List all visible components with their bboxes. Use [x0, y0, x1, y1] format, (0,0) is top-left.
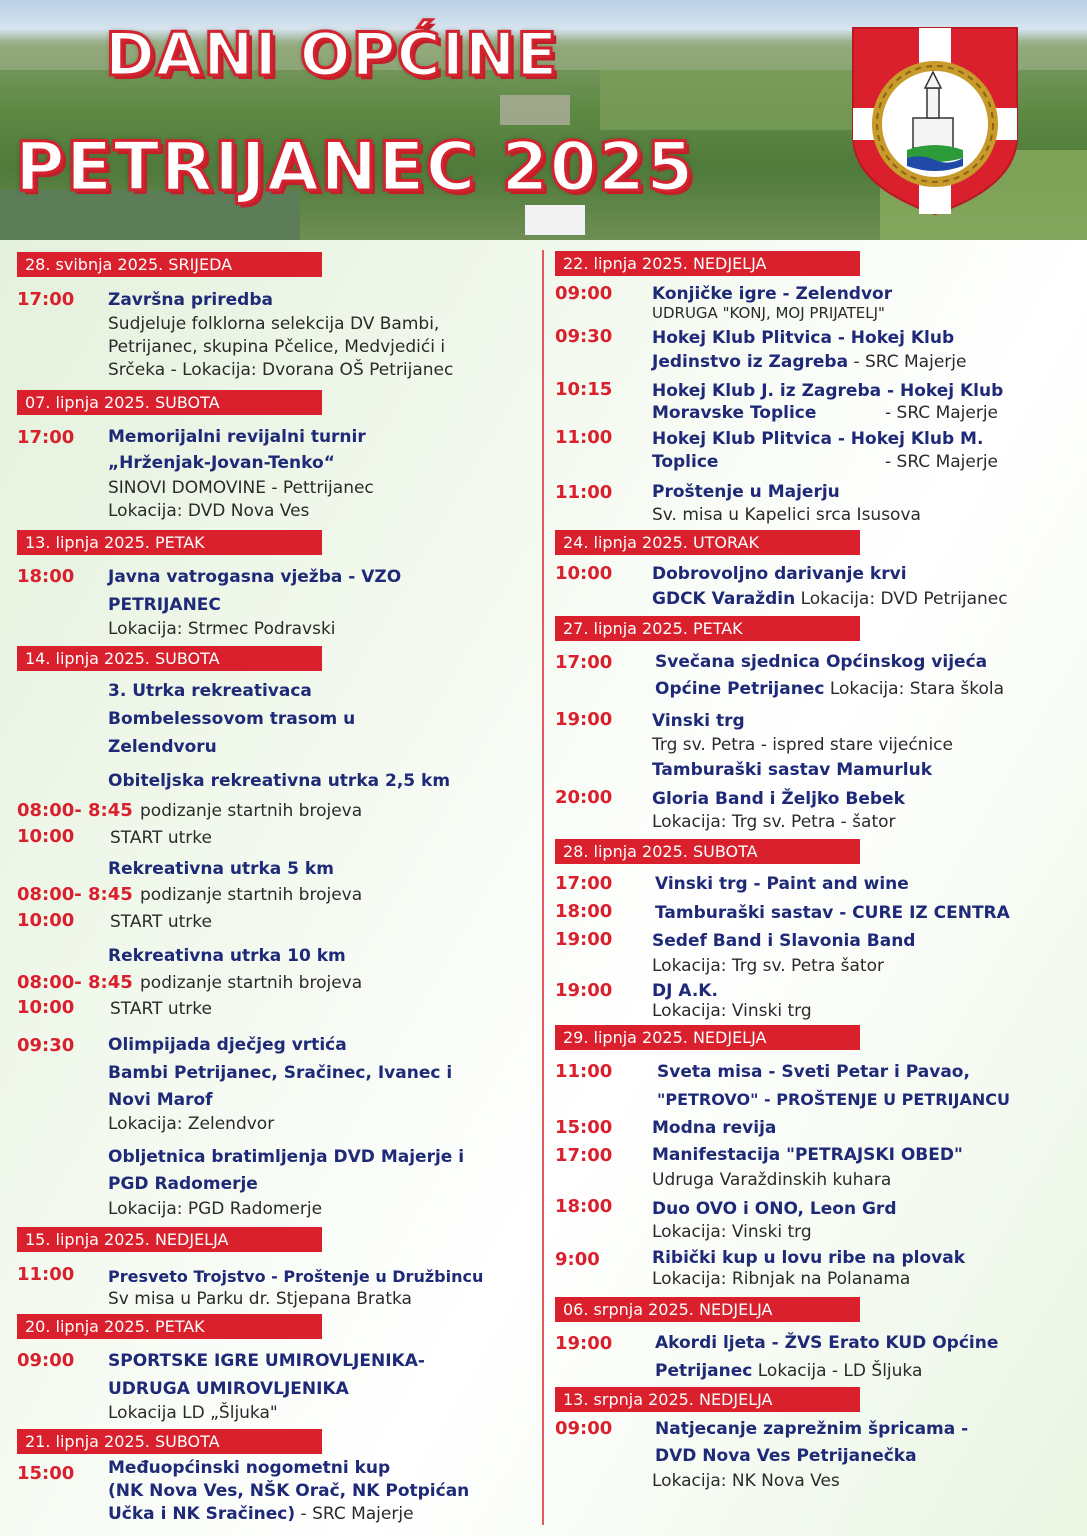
event-time: 09:00: [555, 283, 613, 304]
event-time: 08:00- 8:45: [17, 800, 133, 821]
event-title: Svečana sjednica Općinskog vijeća: [655, 652, 988, 672]
event-title: Sedef Band i Slavonia Band: [652, 931, 916, 951]
date-header: 06. srpnja 2025. NEDJELJA: [555, 1297, 860, 1322]
event-detail: Lokacija: Ribnjak na Polanama: [652, 1269, 911, 1289]
event-time: 15:00: [17, 1463, 75, 1484]
event-time: 18:00: [17, 566, 75, 587]
event-title: PETRIJANEC: [108, 595, 221, 615]
date-header: 20. lipnja 2025. PETAK: [17, 1314, 322, 1339]
event-time: 10:00: [555, 563, 613, 584]
event-title: Akordi ljeta - ŽVS Erato KUD Općine: [655, 1333, 999, 1353]
event-detail: podizanje startnih brojeva: [140, 885, 363, 905]
event-time: 09:00: [17, 1350, 75, 1371]
event-detail: Lokacija: Vinski trg: [652, 1001, 812, 1021]
event-time: 11:00: [17, 1264, 75, 1285]
event-title: Zelendvoru: [108, 737, 217, 757]
event-time: 11:00: [555, 482, 613, 503]
title-line-1: DANI OPĆINE: [105, 20, 559, 90]
event-title: DVD Nova Ves Petrijanečka: [655, 1446, 917, 1466]
date-header: 24. lipnja 2025. UTORAK: [555, 530, 860, 555]
event-time: 08:00- 8:45: [17, 972, 133, 993]
event-title: Tamburaški sastav Mamurluk: [652, 760, 933, 780]
event-title: Rekreativna utrka 5 km: [108, 859, 334, 879]
event-title: Hokej Klub Plitvica - Hokej Klub: [652, 328, 955, 348]
event-title: Obljetnica bratimljenja DVD Majerje i: [108, 1147, 465, 1167]
event-title: Dobrovoljno darivanje krvi: [652, 564, 907, 584]
event-title: Hokej Klub J. iz Zagreba - Hokej Klub: [652, 381, 1004, 401]
event-title: Modna revija: [652, 1118, 777, 1138]
date-header: 28. svibnja 2025. SRIJEDA: [17, 252, 322, 277]
event-title: Novi Marof: [108, 1090, 213, 1110]
event-detail: UDRUGA "KONJ, MOJ PRIJATELJ": [652, 304, 885, 322]
event-detail: Petrijanec, skupina Pčelice, Medvjedići i: [108, 337, 446, 357]
event-title: Vinski trg: [652, 711, 745, 731]
date-header: 14. lipnja 2025. SUBOTA: [17, 646, 322, 671]
event-title: Konjičke igre - Zelendvor: [652, 284, 893, 304]
coat-of-arms-icon: [851, 26, 1019, 216]
event-title: 3. Utrka rekreativaca: [108, 681, 312, 701]
event-title: „Hrženjak-Jovan-Tenko“: [108, 453, 335, 473]
event-detail: START utrke: [110, 912, 212, 932]
event-title: Ribički kup u lovu ribe na plovak: [652, 1248, 966, 1268]
event-time: 9:00: [555, 1249, 600, 1270]
event-detail: Lokacija: NK Nova Ves: [652, 1471, 840, 1491]
event-time: 17:00: [555, 652, 613, 673]
event-detail: Sv. misa u Kapelici srca Isusova: [652, 505, 921, 525]
event-title: Hokej Klub Plitvica - Hokej Klub M.: [652, 429, 984, 449]
event-time: 17:00: [555, 873, 613, 894]
event-time: 10:00: [17, 910, 75, 931]
event-detail: Lokacija: Trg sv. Petra šator: [652, 956, 884, 976]
event-detail: Lokacija: Strmec Podravski: [108, 619, 336, 639]
event-time: 10:15: [555, 379, 613, 400]
event-title: Bombelessovom trasom u: [108, 709, 356, 729]
date-header: 27. lipnja 2025. PETAK: [555, 616, 860, 641]
event-title: SPORTSKE IGRE UMIROVLJENIKA-: [108, 1351, 425, 1371]
date-header: 15. lipnja 2025. NEDJELJA: [17, 1227, 322, 1252]
event-title: Bambi Petrijanec, Sračinec, Ivanec i: [108, 1063, 453, 1083]
event-time: 10:00: [17, 997, 75, 1018]
event-time: 19:00: [555, 929, 613, 950]
event-title: Gloria Band i Željko Bebek: [652, 789, 905, 809]
date-header: 07. lipnja 2025. SUBOTA: [17, 390, 322, 415]
date-header: 21. lipnja 2025. SUBOTA: [17, 1429, 322, 1454]
event-detail: Sv misa u Parku dr. Stjepana Bratka: [108, 1289, 412, 1309]
event-title: Duo OVO i ONO, Leon Grd: [652, 1199, 897, 1219]
event-detail: Sudjeluje folklorna selekcija DV Bambi,: [108, 314, 440, 334]
date-header: 13. lipnja 2025. PETAK: [17, 530, 322, 555]
event-title: Presveto Trojstvo - Proštenje u Družbincu: [108, 1267, 484, 1286]
event-detail: podizanje startnih brojeva: [140, 973, 363, 993]
event-time: 10:00: [17, 826, 75, 847]
event-time: 18:00: [555, 1196, 613, 1217]
event-title: Vinski trg - Paint and wine: [655, 874, 909, 894]
event-title: Rekreativna utrka 10 km: [108, 946, 346, 966]
date-header: 29. lipnja 2025. NEDJELJA: [555, 1025, 860, 1050]
date-header: 28. lipnja 2025. SUBOTA: [555, 839, 860, 864]
event-time: 11:00: [555, 427, 613, 448]
event-title: Petrijanec Lokacija - LD Šljuka: [655, 1361, 923, 1381]
event-detail: Srčeka - Lokacija: Dvorana OŠ Petrijanec: [108, 360, 454, 380]
event-title: DJ A.K.: [652, 981, 718, 1001]
event-detail: Lokacija: Zelendvor: [108, 1114, 275, 1134]
date-header: 13. srpnja 2025. NEDJELJA: [555, 1387, 860, 1412]
event-detail: START utrke: [110, 828, 212, 848]
event-time: 17:00: [555, 1145, 613, 1166]
event-time: 09:30: [17, 1035, 75, 1056]
event-time: 08:00- 8:45: [17, 884, 133, 905]
event-detail: Udruga Varaždinskih kuhara: [652, 1170, 892, 1190]
event-detail: Lokacija LD „Šljuka": [108, 1403, 278, 1423]
event-detail: Lokacija: Trg sv. Petra - šator: [652, 812, 896, 832]
event-title: Proštenje u Majerju: [652, 482, 840, 502]
event-title: Obiteljska rekreativna utrka 2,5 km: [108, 771, 451, 791]
event-title: Manifestacija "PETRAJSKI OBED": [652, 1145, 963, 1165]
event-title: Javna vatrogasna vježba - VZO: [108, 567, 402, 587]
date-header: 22. lipnja 2025. NEDJELJA: [555, 251, 860, 276]
event-time: 20:00: [555, 787, 613, 808]
event-time: 09:00: [555, 1418, 613, 1439]
event-title: Sveta misa - Sveti Petar i Pavao,: [657, 1062, 970, 1082]
event-time: 09:30: [555, 326, 613, 347]
event-detail: Trg sv. Petra - ispred stare vijećnice: [652, 735, 953, 755]
column-divider: [542, 250, 544, 1525]
event-title: Toplice - SRC Majerje: [652, 452, 999, 472]
event-title: Tamburaški sastav - CURE IZ CENTRA: [655, 903, 1010, 923]
event-title: Općine Petrijanec Lokacija: Stara škola: [655, 679, 1005, 699]
event-time: 18:00: [555, 901, 613, 922]
event-detail: SINOVI DOMOVINE - Pettrijanec: [108, 478, 374, 498]
event-title: Moravske Toplice - SRC Majerje: [652, 403, 999, 423]
title-line-2: PETRIJANEC 2025: [15, 128, 695, 207]
event-detail: Lokacija: PGD Radomerje: [108, 1199, 323, 1219]
event-title: PGD Radomerje: [108, 1174, 258, 1194]
event-time: 17:00: [17, 289, 75, 310]
event-time: 17:00: [17, 427, 75, 448]
event-time: 19:00: [555, 1333, 613, 1354]
event-title: Olimpijada dječjeg vrtića: [108, 1035, 347, 1055]
event-title: GDCK Varaždin Lokacija: DVD Petrijanec: [652, 589, 1008, 609]
event-time: 19:00: [555, 980, 613, 1001]
event-detail: Lokacija: DVD Nova Ves: [108, 501, 310, 521]
event-title: Međuopćinski nogometni kup: [108, 1458, 391, 1478]
event-time: 11:00: [555, 1061, 613, 1082]
event-title: Natjecanje zaprežnim špricama -: [655, 1419, 969, 1439]
event-title: UDRUGA UMIROVLJENIKA: [108, 1379, 349, 1399]
event-title: Jedinstvo iz Zagreba - SRC Majerje: [652, 352, 967, 372]
event-detail: START utrke: [110, 999, 212, 1019]
event-title: "PETROVO" - PROŠTENJE U PETRIJANCU: [657, 1090, 1010, 1109]
event-title: Završna priredba: [108, 290, 273, 310]
event-time: 19:00: [555, 709, 613, 730]
event-detail: podizanje startnih brojeva: [140, 801, 363, 821]
event-title: Memorijalni revijalni turnir: [108, 427, 366, 447]
event-time: 15:00: [555, 1117, 613, 1138]
event-title: Učka i NK Sračinec) - SRC Majerje: [108, 1504, 414, 1524]
event-detail: Lokacija: Vinski trg: [652, 1222, 812, 1242]
event-title: (NK Nova Ves, NŠK Orač, NK Potpićan: [108, 1481, 470, 1501]
